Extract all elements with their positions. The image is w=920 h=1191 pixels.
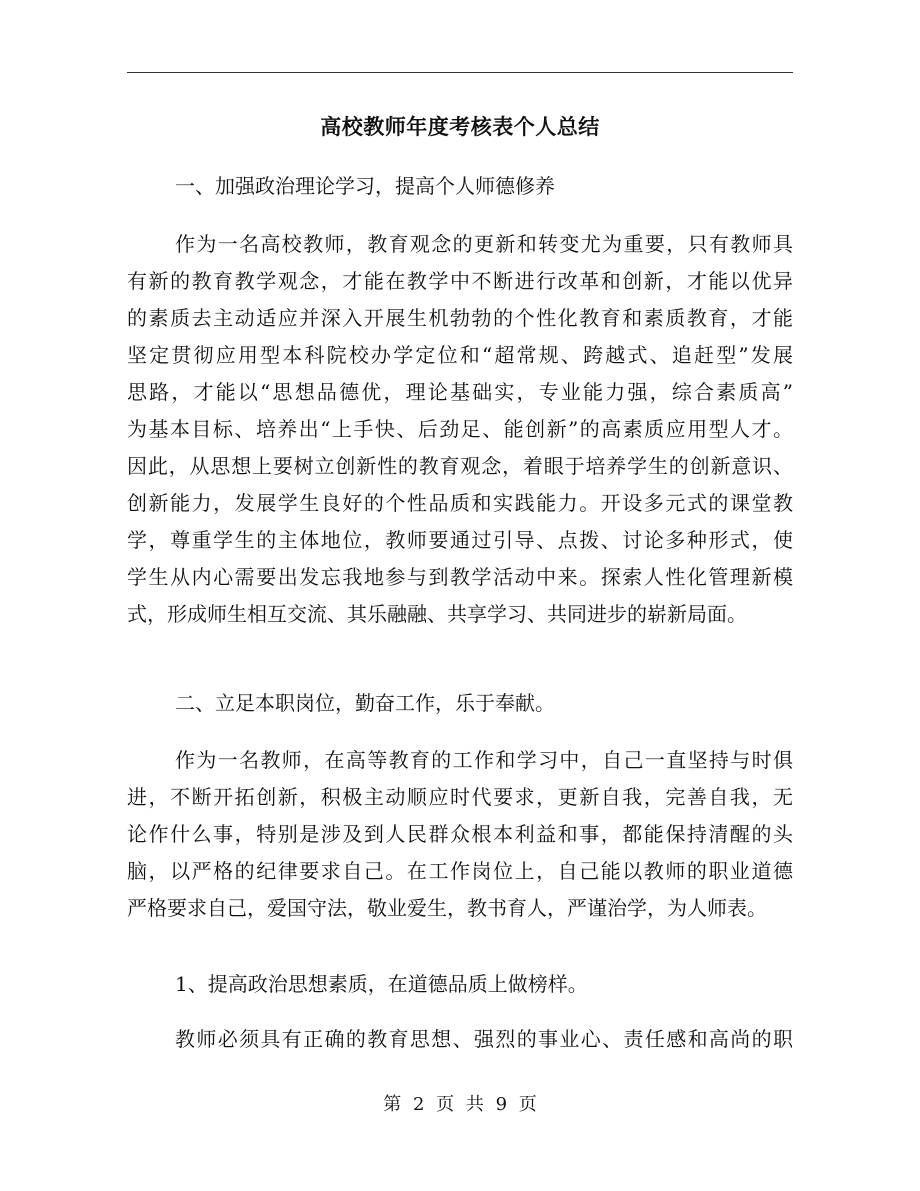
- paragraph-line: 坚定贯彻应用型本科院校办学定位和“超常规、跨越式、追赶型”发展: [127, 343, 793, 367]
- paragraph-line: 教师必须具有正确的教育思想、强烈的事业心、责任感和高尚的职: [175, 1027, 793, 1051]
- paragraph-line: 有新的教育教学观念，才能在教学中不断进行改革和创新，才能以优异: [127, 269, 793, 293]
- header-rule: [127, 72, 793, 73]
- paragraph-line: 作为一名高校教师，教育观念的更新和转变尤为重要，只有教师具: [175, 232, 793, 256]
- paragraph-line: 严格要求自己，爱国守法，敬业爱生，教书育人，严谨治学，为人师表。: [127, 896, 767, 920]
- subsection-heading-1: 1、提高政治思想素质，在道德品质上做榜样。: [175, 972, 588, 996]
- paragraph-line: 式，形成师生相互交流、其乐融融、共享学习、共同进步的崭新局面。: [127, 602, 747, 626]
- paragraph-line: 脑，以严格的纪律要求自己。在工作岗位上，自己能以教师的职业道德: [127, 859, 793, 883]
- paragraph-line: 进，不断开拓创新，积极主动顺应时代要求，更新自我，完善自我，无: [127, 785, 793, 809]
- section-heading-2: 二、立足本职岗位，勤奋工作，乐于奉献。: [175, 691, 555, 715]
- paragraph-line: 创新能力，发展学生良好的个性品质和实践能力。开设多元式的课堂教: [127, 491, 793, 515]
- paragraph-line: 的素质去主动适应并深入开展生机勃勃的个性化教育和素质教育，才能: [127, 306, 793, 330]
- paragraph-line: 因此，从思想上要树立创新性的教育观念，着眼于培养学生的创新意识、: [127, 454, 793, 478]
- paragraph-line: 思路，才能以“思想品德优，理论基础实，专业能力强，综合素质高”: [127, 380, 793, 404]
- paragraph-line: 学，尊重学生的主体地位，教师要通过引导、点拨、讨论多种形式，使: [127, 528, 793, 552]
- paragraph-line: 学生从内心需要出发忘我地参与到教学活动中来。探索人性化管理新模: [127, 565, 793, 589]
- section-heading-1: 一、加强政治理论学习，提高个人师德修养: [175, 174, 555, 198]
- paragraph-line: 为基本目标、培养出“上手快、后劲足、能创新”的高素质应用型人才。: [127, 417, 793, 441]
- document-title: 高校教师年度考核表个人总结: [320, 114, 600, 139]
- page-number: 第 2 页 共 9 页: [383, 1094, 537, 1115]
- paragraph-line: 论作什么事，特别是涉及到人民群众根本利益和事，都能保持清醒的头: [127, 822, 793, 846]
- paragraph-line: 作为一名教师，在高等教育的工作和学习中，自己一直坚持与时俱: [175, 748, 793, 772]
